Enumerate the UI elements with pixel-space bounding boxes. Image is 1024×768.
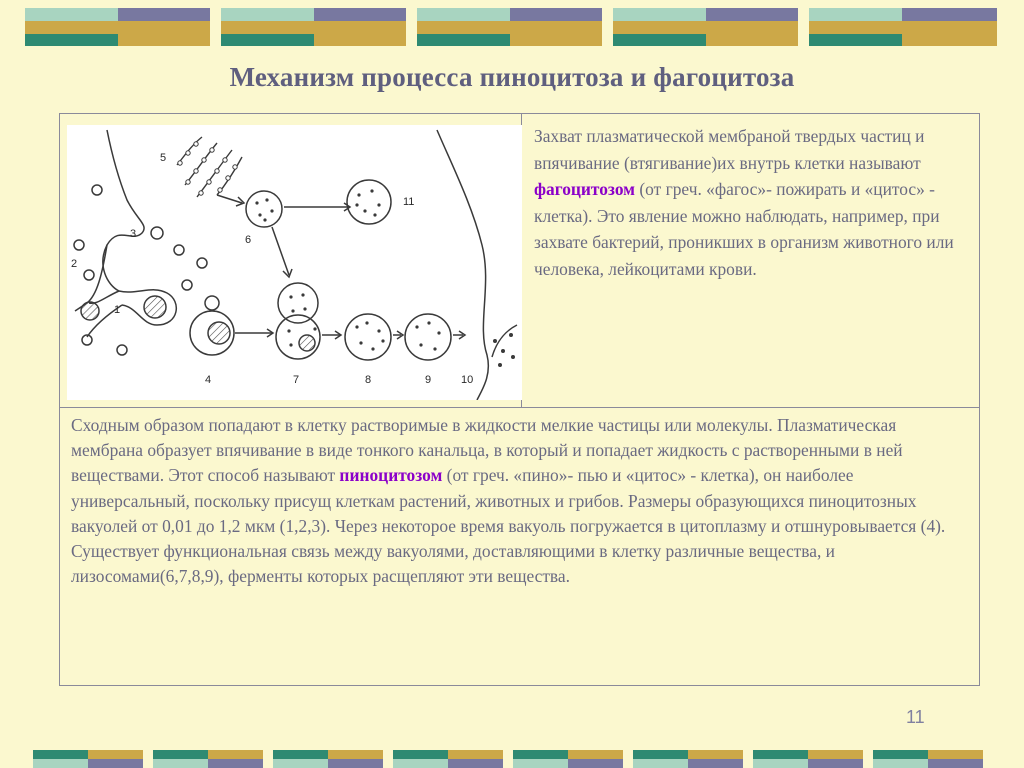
- label-5: 5: [160, 152, 167, 164]
- label-11: 11: [403, 196, 415, 208]
- pino-text-2: (от греч. «пино»- пью и «цитос» - клетка), он наиболее универсальный, поскольку присущ клеткам растений, животных и грибов. Размеры образующихся пиноцитозных вакуолей от 0,01 до 1,2 мкм (1,2,3). Через некоторое время вакуоль погружается в цитоплазму и отшнуровывается (4). Существует функциональная связь между вакуолями, доставляющими в клетку различные вещества, и лизосомами(6,7,8,9), ферменты которых расщепляют эти вещества.: [71, 465, 946, 587]
- label-10: 10: [461, 374, 474, 386]
- label-8: 8: [365, 374, 372, 386]
- label-1: 1: [114, 304, 121, 316]
- phagocytosis-term: фагоцитозом: [534, 179, 636, 199]
- label-7: 7: [293, 374, 300, 386]
- page-title: Механизм процесса пиноцитоза и фагоцитоза: [229, 62, 795, 92]
- label-2: 2: [71, 258, 78, 270]
- label-3: 3: [130, 228, 137, 240]
- phagocytosis-description: [522, 114, 979, 408]
- figure-cell: [60, 114, 522, 408]
- cell-membrane-right: [437, 130, 488, 400]
- pinocytosis-description: [60, 408, 979, 685]
- cell-process-illustration: [67, 125, 522, 400]
- top-decorative-banner: [0, 8, 1024, 48]
- pinocytosis-term: пиноцитозом: [339, 465, 443, 486]
- label-6: 6: [245, 234, 252, 246]
- phagocytosis-pinocytosis-diagram: [67, 125, 522, 400]
- deco-block: [417, 8, 602, 46]
- page-number: 11: [906, 707, 925, 727]
- pino-text-1: Сходным образом попадают в клетку растворимые в жидкости мелкие частицы или молекулы. Плазматическая мембрана образует впячивание в виде тонкого канальца, в который и попадает жидкость с растворенными в ней веществами. Этот способ называют: [71, 415, 903, 486]
- bottom-decorative-banner: [0, 750, 1024, 768]
- cell-membrane-left: [89, 130, 144, 303]
- phago-text-1: Захват плазматической мембраной твердых частиц и впячивание (втягивание)их внутрь клетки называют: [534, 126, 925, 173]
- label-9: 9: [425, 374, 432, 386]
- deco-block: [613, 8, 798, 46]
- content-table: [59, 113, 980, 686]
- phago-text-2: (от греч. «фагос»- пожирать и «цитос» - клетка). Это явление можно наблюдать, например, при захвате бактерий, проникших в организм животного или человека, лейкоцитами крови.: [534, 179, 954, 279]
- deco-block: [25, 8, 210, 46]
- deco-block: [221, 8, 406, 46]
- deco-block: [809, 8, 997, 46]
- label-4: 4: [205, 374, 212, 386]
